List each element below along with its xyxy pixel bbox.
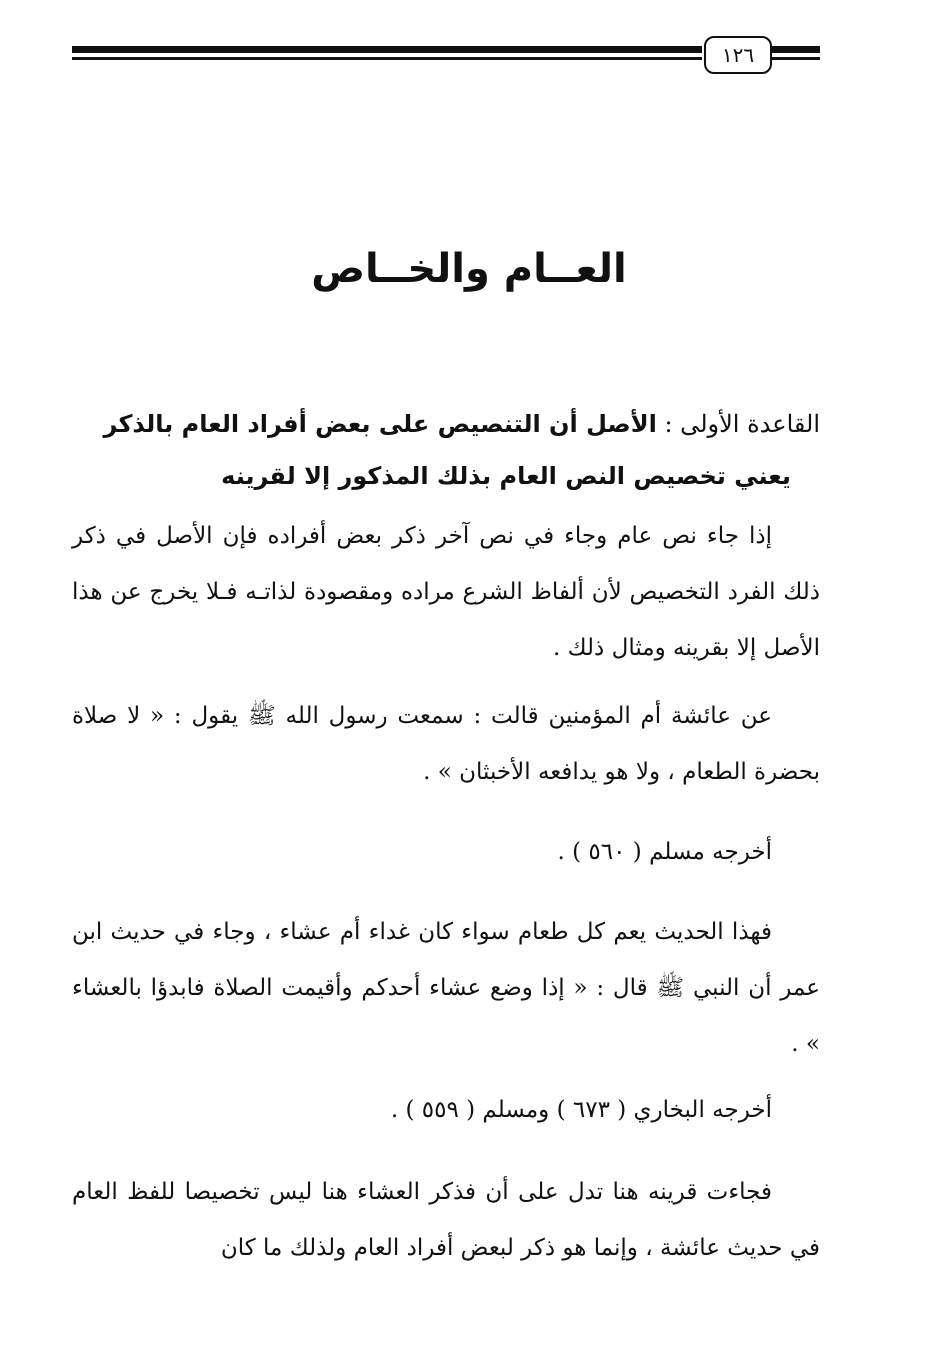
paragraph-hadith-aisha: عن عائشة أم المؤمنين قالت : سمعت رسول الله ﷺ يقول : « لا صلاة بحضرة الطعام ، ولا هو يدافعه الأخبثان » . [72, 703, 820, 785]
page-header [72, 38, 820, 68]
header-rule-thin-left [72, 57, 702, 60]
rule-text-line1: الأصل أن التنصيص على بعض أفراد العام بالذكر [103, 410, 657, 438]
citation-muslim: أخرجه مسلم ( ٥٦٠ ) . [557, 839, 772, 865]
header-rule-thin-right [770, 57, 820, 60]
paragraph-conclusion: فجاءت قرينه هنا تدل على أن فذكر العشاء هنا ليس تخصيصا للفظ العام في حديث عائشة ، وإنما هو ذكر لبعض أفراد العام ولذلك ما كان [72, 1179, 820, 1261]
header-rule-thick-left [72, 46, 702, 53]
rule-text-line2: يعني تخصيص النص العام بذلك المذكور إلا لقرينه [221, 462, 791, 490]
header-rule-thick-right [770, 46, 820, 53]
rule-heading [72, 398, 820, 502]
paragraph-hadith-ibn-umar: فهذا الحديث يعم كل طعام سواء كان غداء أم عشاء ، وجاء في حديث ابن عمر أن النبي ﷺ قال : « إذا وضع عشاء أحدكم وأقيمت الصلاة فابدؤا بالعشاء » . [72, 919, 820, 1057]
paragraph-1: إذا جاء نص عام وجاء في نص آخر ذكر بعض أفراده فإن الأصل في ذكر ذلك الفرد التخصيص لأن ألفاظ الشرع مراده ومقصودة لذاتـه فـلا يخرج عن هذا الأصل إلا بقرينه ومثال ذلك . [72, 523, 820, 661]
page-number: ١٢٦ [704, 36, 772, 74]
citation-bukhari-muslim: أخرجه البخاري ( ٦٧٣ ) ومسلم ( ٥٥٩ ) . [390, 1097, 772, 1123]
chapter-title: العــام والخــاص [311, 246, 627, 292]
rule-number: القاعدة الأولى : [664, 410, 820, 438]
